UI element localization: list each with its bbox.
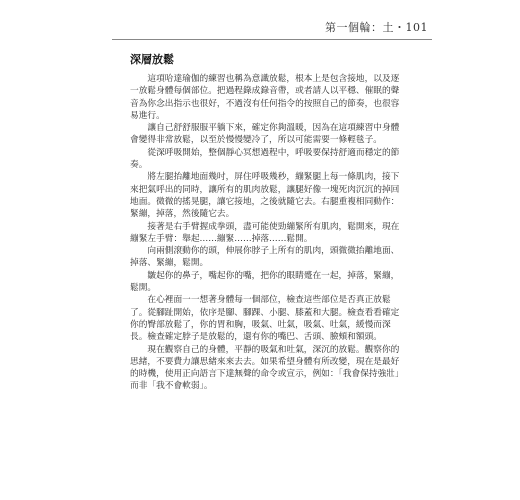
paragraph: 這項哈達瑜伽的練習也稱為意識放鬆，根本上是包含接地，以及逐一放鬆身體每個部位。把過程錄成錄音帶，或者請人以平穩、催眠的聲音為你念出指示也很好，不過沒有任何指令的按照自己的節奏，也很容易進行。 xyxy=(130,74,400,121)
body-text xyxy=(130,73,406,393)
paragraph: 現在觀察自己的身體，平靜的吸氣和吐氣，深沉的放鬆。觀察你的思緒，不要費力讓思緒來來去去。如果希望身體有所改變，現在是最好的時機，使用正向語言下達無聲的命令或宣示，例如：「我會保持強壯」而非「我不會軟弱」。 xyxy=(130,344,404,392)
paragraph: 向兩側滾動你的頭，伸展你脖子上所有的肌肉，頭微微抬離地面、掉落、緊繃，鬆開。 xyxy=(130,246,400,269)
section-title: 深層放鬆 xyxy=(130,53,174,66)
running-head: 第一個輪：土・101 xyxy=(325,21,428,34)
paragraph: 讓自己舒舒服服平躺下來，確定你夠溫暖，因為在這項練習中身體會變得非常放鬆，以至於慢慢變冷了，所以可能需要一條輕毯子。 xyxy=(130,123,400,146)
paragraph: 接著是右手臂握成拳頭，盡可能使勁繃緊所有肌肉，鬆開來，現在繃緊左手臂：舉起……繃緊……掉落……鬆開。 xyxy=(130,221,400,244)
paragraph: 皺起你的鼻子，嘴起你的嘴，把你的眼睛蹙在一起，掉落，緊繃，鬆開。 xyxy=(130,270,400,294)
paragraph: 將左腿抬離地面幾吋，屏住呼吸幾秒，繃緊腿上每一條肌肉，接下來把氣呼出的同時，讓所有的肌肉放鬆，讓腿好像一塊死肉沉沉的掉回地面。微微的搖晃腿，讓它接地，之後就隨它去。右腿重複相同動作：緊繃，掉落，然後隨它去。 xyxy=(130,172,400,220)
paragraph: 從深呼吸開始，整個靜心冥想過程中，呼吸要保持舒適而穩定的節奏。 xyxy=(130,147,400,171)
paragraph: 在心裡面一一想著身體每一個部位，檢查這些部位是否真正放鬆了。從腳趾開始，依序是腳、腳踝、小腿、膝蓋和大腿。檢查看看確定你的臀部放鬆了，你的胃和胸，吸氣、吐氣，吸氣、吐氣，緩慢而深長。檢查確定脖子是放鬆的，還有你的嘴巴、舌頭、臉頰和額頭。 xyxy=(130,295,400,343)
header-rule xyxy=(112,39,432,40)
